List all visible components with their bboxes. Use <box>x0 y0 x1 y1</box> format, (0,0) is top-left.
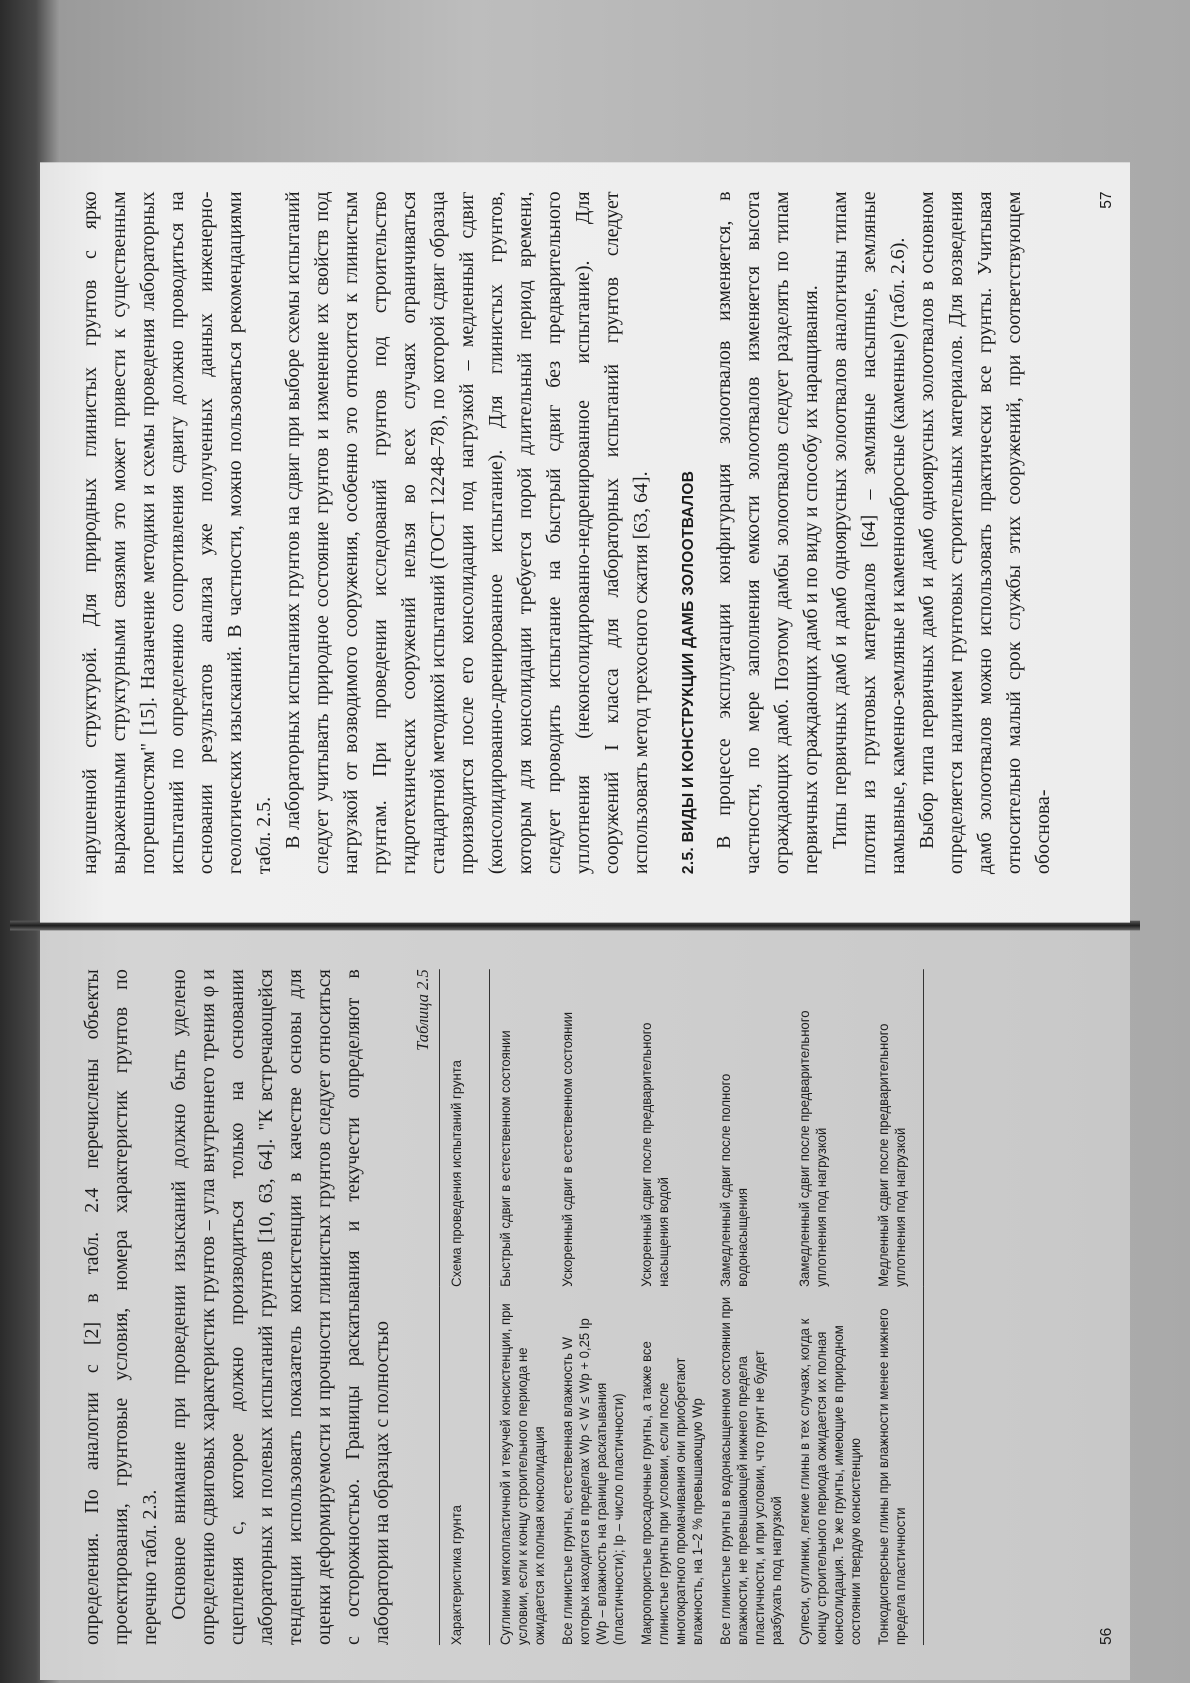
scheme-cell: Ускоренный сдвиг после предварительного насыщения водой <box>639 1022 671 1287</box>
paragraph: определения. По аналогии с [2] в табл. 2.4 перечислены объекты проектирования, грунтовые условия, номера характеристик грунтов по перечню табл. 2.3. <box>81 969 161 1646</box>
table-row <box>552 969 631 1645</box>
soil-test-table <box>439 969 924 1645</box>
book-spread <box>40 162 1130 1680</box>
page-57 <box>40 162 1130 922</box>
column-header-scheme: Схема проведения испытаний грунта <box>440 969 490 1287</box>
soil-cell: Тонкодисперсные глины при влажности менее нижнего предела пластичности <box>868 1287 924 1645</box>
soil-cell: Супеси, суглинки, легкие глины в тех случаях, когда к концу строительного периода ожидается их полная консолидация. Те же грунты, имеющие в природном состоянии твердую консистенцию <box>797 1318 863 1646</box>
scheme-cell: Медленный сдвиг после предварительного уплотнения под нагрузкой <box>868 969 924 1287</box>
table-row <box>631 969 710 1645</box>
paragraph: нарушенной структурой. Для природных глинистых грунтов с ярко выраженными структурными связями это может привести к существенным погрешностям" [15]. Назначение методики и схемы проведения лабораторных испытаний по определению сопротивления сдвигу должно проводиться на основании результатов анализа уже полученных данных инженерно-геологических изысканий. В частности, можно пользоваться рекомендациями табл. 2.5. <box>79 191 275 875</box>
page-56-body <box>78 969 397 1645</box>
page-number: 57 <box>1098 191 1115 209</box>
table-row <box>868 969 924 1645</box>
table-header-row <box>440 969 490 1645</box>
scheme-cell: Замедленный сдвиг после предварительного уплотнения под нагрузкой <box>797 1010 829 1287</box>
table-row <box>710 969 789 1645</box>
column-header-soil: Характеристика грунта <box>440 1287 490 1645</box>
soil-cell: Все глинистые грунты, естественная влажность W которых находится в пределах Wp < W ≤ Wp + 0,25 Ip (Wp – влажность на границе раскатывания (пластичности); Ip – число пластичности) <box>560 1318 626 1646</box>
scheme-cell: Быстрый сдвиг в естественном состоянии <box>498 1030 513 1287</box>
soil-cell: Макропористые просадочные грунты, а также все глинистые грунты при условии, если после многократного промачивания они приобретают влажность, на 1–2 % превышающую Wp <box>639 1341 705 1646</box>
scheme-cell: Замедленный сдвиг после полного водонасыщения <box>718 1073 750 1287</box>
paragraph: В лабораторных испытаниях грунтов на сдвиг при выборе схемы испытаний следует учитывать природное состояние грунтов и изменение их свойств под нагрузкой от возводимого сооружения, особенно это относится к глинистым грунтам. При проведении исследований грунтов под строительство гидротехнических сооружений нельзя во всех случаях ограничиваться стандартной методикой испытаний (ГОСТ 12248–78), по которой сдвиг образца производится после его консолидации под нагрузкой – медленный сдвиг (консолидированно-дренированное испытание). Для глинистых грунтов, которым для консолидации требуется порой длительный период времени, следует проводить испытание на быстрый сдвиг без предварительного уплотнения (неконсолидированно-недренированное испытание). Для сооружений I класса для лабораторных испытаний грунтов следует использовать метод трехосного сжатия [63, 64]. <box>282 191 652 875</box>
paragraph: В процессе эксплуатации конфигурация золоотвалов изменяется, в частности, по мере заполнения емкости золоотвалов изменяется высота ограждающих дамб. Поэтому дамбы золоотвалов следует разделять по типам первичных ограждающих дамб и по виду и способу их наращивания. <box>713 191 822 875</box>
soil-cell: Все глинистые грунты в водонасыщенном состоянии при влажности, не превышающей нижнего предела пластичности, и при условии, что грунт не будет разбухать под нагрузкой <box>718 1296 784 1646</box>
page-56 <box>40 928 1130 1680</box>
page-57-section-body <box>710 191 1058 874</box>
page-57-body <box>76 191 656 874</box>
paragraph: Выбор типа первичных дамб и дамб одноярусных золоотвалов в основном определяется наличием грунтовых строительных материалов. Для возведения дамб золоотвалов можно использовать практически все грунты. Учитывая относительно малый срок службы этих сооружений, при соответствующем обоснова- <box>916 191 1054 875</box>
section-heading: 2.5. ВИДЫ И КОНСТРУКЦИИ ДАМБ ЗОЛООТВАЛОВ <box>680 470 697 875</box>
table-caption: Таблица 2.5 <box>413 969 432 1051</box>
paragraph: Типы первичных дамб и дамб одноярусных золоотвалов аналогичны типам плотин из грунтовых материалов [64] – земляные насыпные, земляные намывные, каменно-земляные и каменнонабросные (каменные) (табл. 2.6). <box>829 191 909 875</box>
table-row <box>789 969 868 1645</box>
paragraph: Основное внимание при проведении изысканий должно быть уделено определению сдвиговых характеристик грунтов – угла внутреннего трения φ и сцепления с, которое должно производиться только на основании лабораторных и полевых испытаний грунтов [10, 63, 64]. "К встречающейся тенденции использовать показатель консистенции в качестве основы для оценки деформируемости и прочности глинистых грунтов следует относиться с осторожностью. Границы раскатывания и текучести определяют в лаборатории на образцах с полностью <box>168 969 393 1646</box>
scheme-cell: Ускоренный сдвиг в естественном состоянии <box>560 1011 575 1287</box>
page-number: 56 <box>1098 1627 1115 1646</box>
soil-cell: Суглинки мягкопластичной и текучей консистенции, при условии, если к концу строительного периода не ожидается их полная консолидация <box>498 1303 547 1646</box>
table-row <box>490 969 553 1645</box>
